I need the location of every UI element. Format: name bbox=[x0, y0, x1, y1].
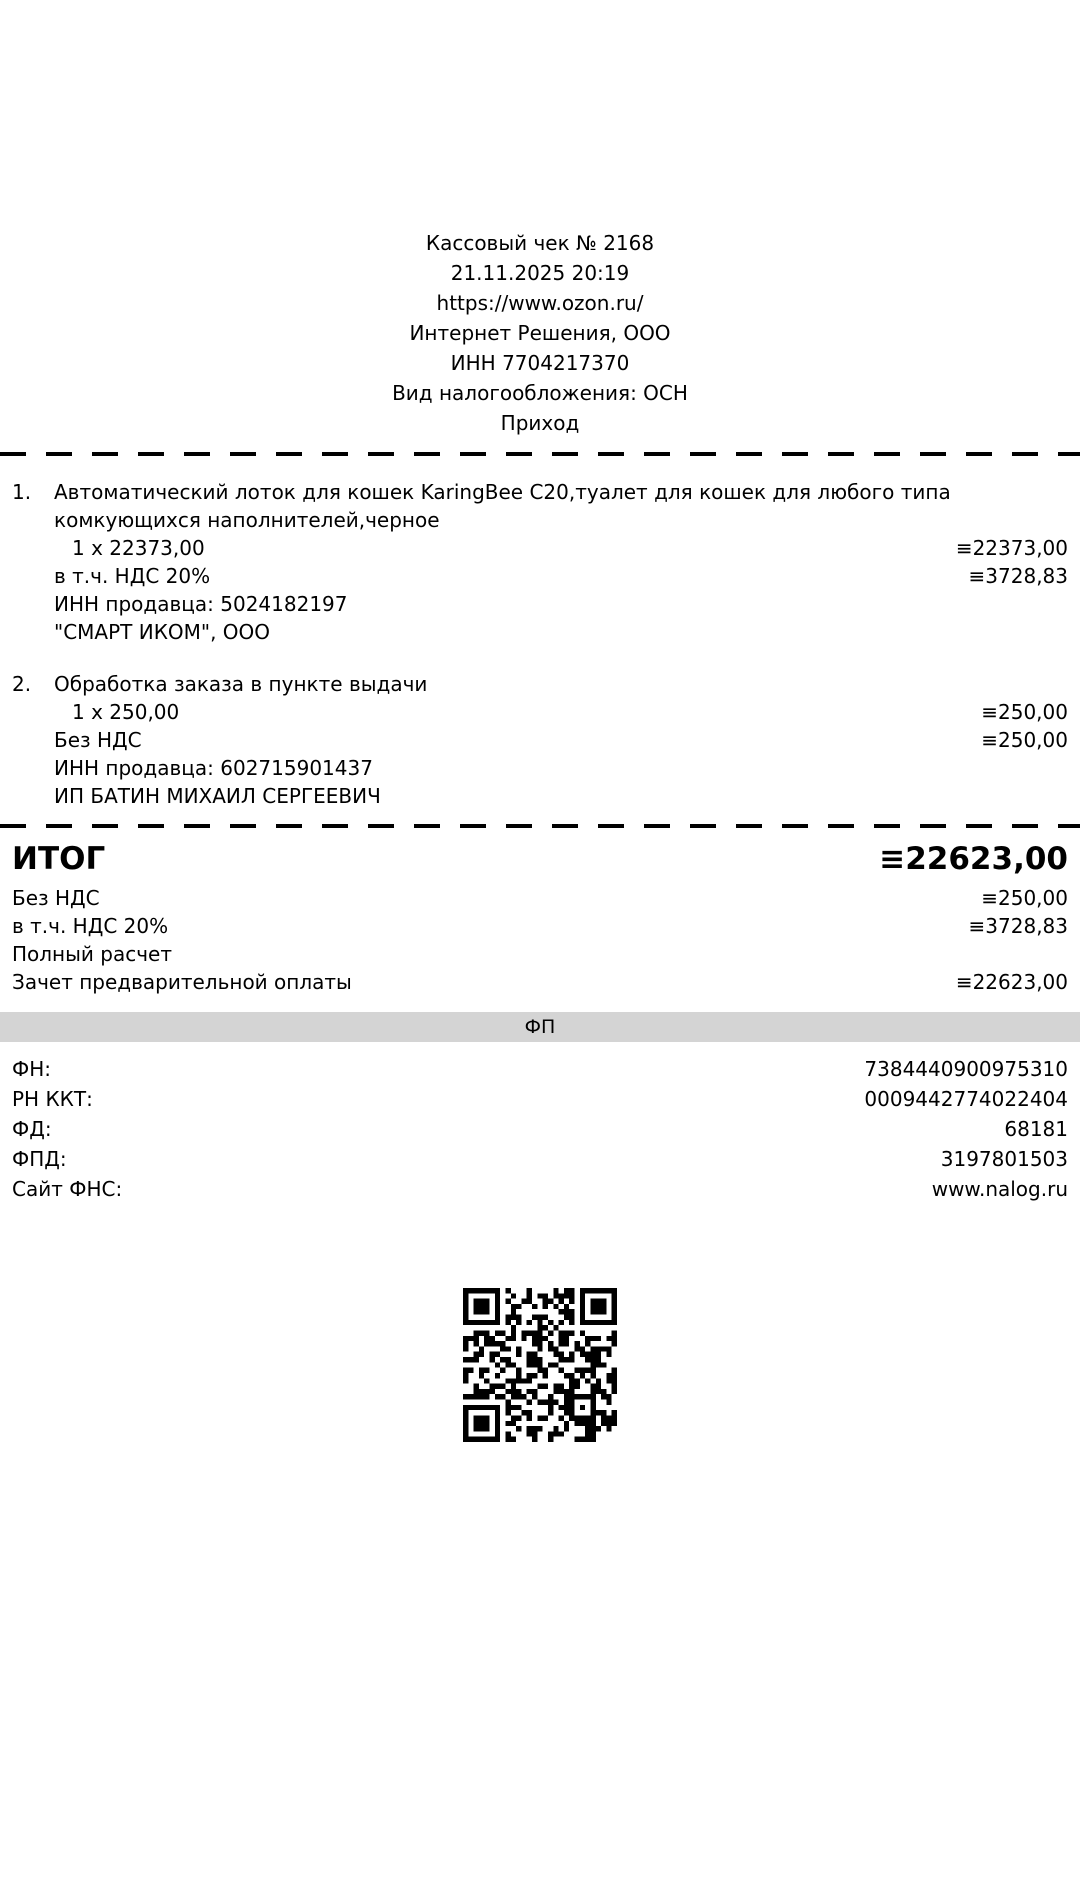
fp-value: 3197801503 bbox=[940, 1147, 1068, 1171]
table-row bbox=[12, 1084, 1068, 1114]
item-vat-value: ≡250,00 bbox=[981, 728, 1068, 752]
total-row-label: Полный расчет bbox=[12, 942, 172, 966]
total-row-value: ≡250,00 bbox=[981, 886, 1068, 910]
total-row-value: ≡3728,83 bbox=[968, 914, 1068, 938]
fp-value: www.nalog.ru bbox=[931, 1177, 1068, 1201]
total-row-label: Без НДС bbox=[12, 886, 100, 910]
fp-label: РН ККТ: bbox=[12, 1087, 93, 1111]
table-row bbox=[12, 1174, 1068, 1204]
receipt-title: Кассовый чек № 2168 bbox=[425, 231, 655, 255]
receipt-company: Интернет Решения, ООО bbox=[409, 321, 671, 345]
qr-code-container bbox=[0, 1288, 1080, 1442]
item-name: Автоматический лоток для кошек KaringBee C20,туалет для кошек для любого типа комкующихся наполнителей,черное bbox=[54, 480, 951, 532]
qr-code bbox=[463, 1288, 617, 1442]
item-vat-value: ≡3728,83 bbox=[968, 564, 1068, 588]
item-seller-inn: ИНН продавца: 602715901437 bbox=[54, 756, 373, 780]
item-vat-label: Без НДС bbox=[54, 728, 142, 752]
totals-block bbox=[0, 828, 1080, 1002]
fp-value: 0009442774022404 bbox=[864, 1087, 1068, 1111]
receipt-inn: ИНН 7704217370 bbox=[450, 351, 630, 375]
table-row bbox=[12, 1114, 1068, 1144]
item-amount: ≡250,00 bbox=[981, 700, 1068, 724]
item-qty-price: 1 x 250,00 bbox=[72, 700, 180, 724]
fp-value: 68181 bbox=[1004, 1117, 1068, 1141]
receipt-tax-mode: Вид налогообложения: ОСН bbox=[392, 381, 688, 405]
fp-label: ФПД: bbox=[12, 1147, 67, 1171]
list-item bbox=[12, 670, 1068, 810]
fp-label: ФН: bbox=[12, 1057, 51, 1081]
fp-label: ФД: bbox=[12, 1117, 52, 1141]
total-row-value: ≡22623,00 bbox=[955, 970, 1068, 994]
table-row bbox=[12, 1054, 1068, 1084]
fp-label: Сайт ФНС: bbox=[12, 1177, 123, 1201]
receipt-site: https://www.ozon.ru/ bbox=[436, 291, 644, 315]
total-row-label: в т.ч. НДС 20% bbox=[12, 914, 169, 938]
receipt-header bbox=[0, 0, 1080, 438]
total-label: ИТОГ bbox=[12, 841, 106, 877]
fp-details bbox=[0, 1042, 1080, 1204]
item-number: 2. bbox=[12, 672, 32, 696]
list-item bbox=[12, 478, 1068, 646]
fp-section-header: ФП bbox=[0, 1012, 1080, 1042]
receipt-datetime: 21.11.2025 20:19 bbox=[450, 261, 630, 285]
item-vat-label: в т.ч. НДС 20% bbox=[54, 564, 211, 588]
item-seller-name: ИП БАТИН МИХАИЛ СЕРГЕЕВИЧ bbox=[54, 784, 381, 808]
total-row-label: Зачет предварительной оплаты bbox=[12, 970, 352, 994]
item-seller-name: "СМАРТ ИКОМ", ООО bbox=[54, 620, 271, 644]
item-amount: ≡22373,00 bbox=[955, 536, 1068, 560]
item-seller-inn: ИНН продавца: 5024182197 bbox=[54, 592, 348, 616]
total-value: ≡22623,00 bbox=[879, 841, 1068, 877]
item-number: 1. bbox=[12, 480, 32, 504]
item-name: Обработка заказа в пункте выдачи bbox=[54, 672, 428, 696]
items-list bbox=[0, 456, 1080, 810]
item-qty-price: 1 x 22373,00 bbox=[72, 536, 205, 560]
table-row bbox=[12, 1144, 1068, 1174]
receipt-operation: Приход bbox=[500, 411, 580, 435]
fp-value: 7384440900975310 bbox=[864, 1057, 1068, 1081]
